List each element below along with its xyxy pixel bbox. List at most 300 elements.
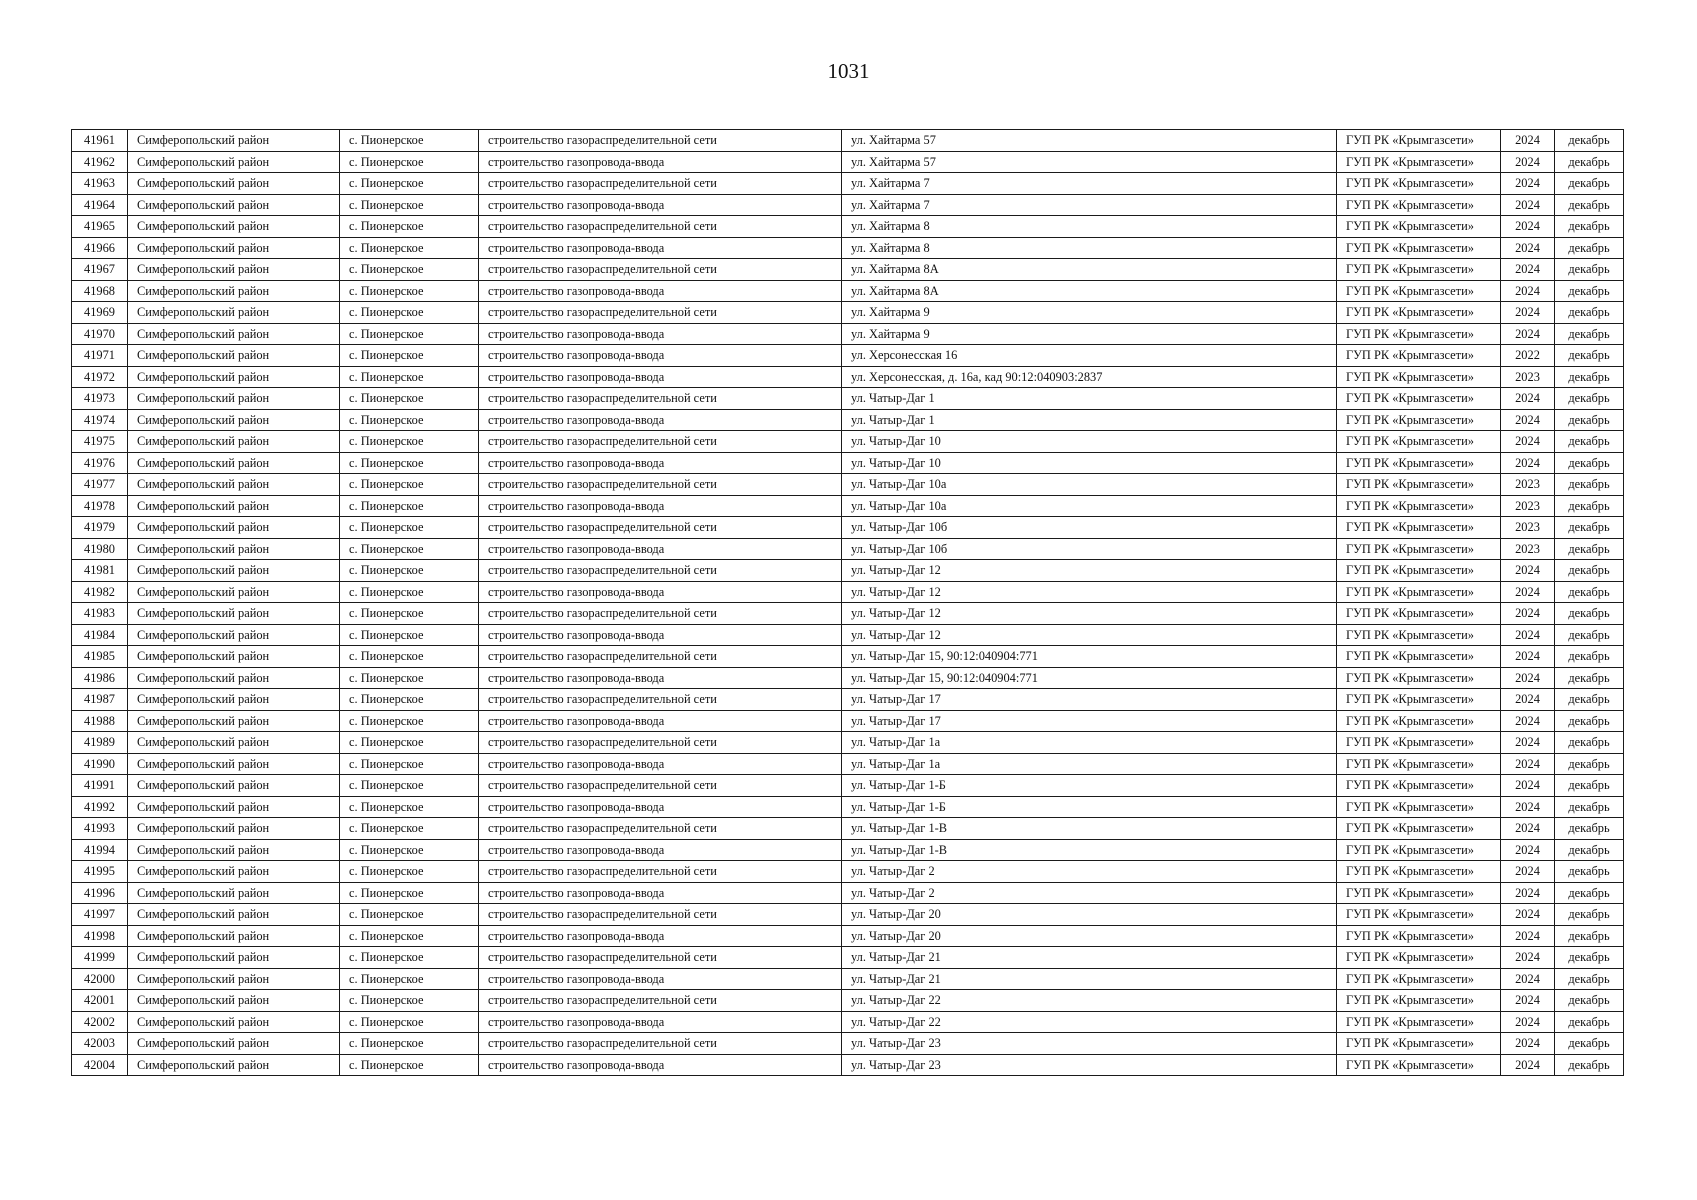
table-row	[72, 839, 1624, 861]
record-number: 41962	[72, 151, 128, 173]
table-row	[72, 732, 1624, 754]
work-type-cell: строительство газораспределительной сети	[479, 689, 842, 711]
organization-cell: ГУП РК «Крымгазсети»	[1337, 861, 1501, 883]
settlement-cell: с. Пионерское	[340, 689, 479, 711]
table-row	[72, 302, 1624, 324]
table-row	[72, 1054, 1624, 1076]
work-type-cell: строительство газораспределительной сети	[479, 259, 842, 281]
month-cell: декабрь	[1555, 603, 1624, 625]
organization-cell: ГУП РК «Крымгазсети»	[1337, 624, 1501, 646]
organization-cell: ГУП РК «Крымгазсети»	[1337, 151, 1501, 173]
record-number: 41967	[72, 259, 128, 281]
district-cell: Симферопольский район	[128, 1033, 340, 1055]
settlement-cell: с. Пионерское	[340, 861, 479, 883]
organization-cell: ГУП РК «Крымгазсети»	[1337, 839, 1501, 861]
table-row	[72, 409, 1624, 431]
settlement-cell: с. Пионерское	[340, 839, 479, 861]
month-cell: декабрь	[1555, 388, 1624, 410]
district-cell: Симферопольский район	[128, 796, 340, 818]
organization-cell: ГУП РК «Крымгазсети»	[1337, 796, 1501, 818]
record-number: 41965	[72, 216, 128, 238]
settlement-cell: с. Пионерское	[340, 646, 479, 668]
district-cell: Симферопольский район	[128, 990, 340, 1012]
table-row	[72, 603, 1624, 625]
record-number: 41990	[72, 753, 128, 775]
district-cell: Симферопольский район	[128, 904, 340, 926]
year-cell: 2024	[1501, 968, 1555, 990]
address-cell: ул. Хайтарма 8	[842, 237, 1337, 259]
year-cell: 2024	[1501, 775, 1555, 797]
table-row	[72, 775, 1624, 797]
settlement-cell: с. Пионерское	[340, 667, 479, 689]
district-cell: Симферопольский район	[128, 581, 340, 603]
work-type-cell: строительство газораспределительной сети	[479, 431, 842, 453]
year-cell: 2024	[1501, 603, 1555, 625]
organization-cell: ГУП РК «Крымгазсети»	[1337, 882, 1501, 904]
district-cell: Симферопольский район	[128, 624, 340, 646]
work-type-cell: строительство газопровода-ввода	[479, 581, 842, 603]
year-cell: 2024	[1501, 280, 1555, 302]
address-cell: ул. Хайтарма 9	[842, 323, 1337, 345]
year-cell: 2024	[1501, 259, 1555, 281]
record-number: 41998	[72, 925, 128, 947]
settlement-cell: с. Пионерское	[340, 1033, 479, 1055]
organization-cell: ГУП РК «Крымгазсети»	[1337, 968, 1501, 990]
month-cell: декабрь	[1555, 302, 1624, 324]
settlement-cell: с. Пионерское	[340, 474, 479, 496]
settlement-cell: с. Пионерское	[340, 151, 479, 173]
year-cell: 2024	[1501, 1054, 1555, 1076]
month-cell: декабрь	[1555, 323, 1624, 345]
year-cell: 2024	[1501, 151, 1555, 173]
district-cell: Симферопольский район	[128, 323, 340, 345]
work-type-cell: строительство газопровода-ввода	[479, 1054, 842, 1076]
table-row	[72, 194, 1624, 216]
organization-cell: ГУП РК «Крымгазсети»	[1337, 345, 1501, 367]
address-cell: ул. Чатыр-Даг 10б	[842, 517, 1337, 539]
month-cell: декабрь	[1555, 818, 1624, 840]
record-number: 41972	[72, 366, 128, 388]
work-type-cell: строительство газораспределительной сети	[479, 990, 842, 1012]
organization-cell: ГУП РК «Крымгазсети»	[1337, 237, 1501, 259]
year-cell: 2024	[1501, 753, 1555, 775]
address-cell: ул. Чатыр-Даг 20	[842, 925, 1337, 947]
settlement-cell: с. Пионерское	[340, 194, 479, 216]
organization-cell: ГУП РК «Крымгазсети»	[1337, 130, 1501, 152]
month-cell: декабрь	[1555, 667, 1624, 689]
table-row	[72, 861, 1624, 883]
year-cell: 2024	[1501, 818, 1555, 840]
address-cell: ул. Хайтарма 9	[842, 302, 1337, 324]
year-cell: 2024	[1501, 710, 1555, 732]
table-row	[72, 1033, 1624, 1055]
month-cell: декабрь	[1555, 173, 1624, 195]
district-cell: Симферопольский район	[128, 237, 340, 259]
year-cell: 2024	[1501, 925, 1555, 947]
record-number: 41968	[72, 280, 128, 302]
organization-cell: ГУП РК «Крымгазсети»	[1337, 259, 1501, 281]
work-type-cell: строительство газораспределительной сети	[479, 302, 842, 324]
year-cell: 2024	[1501, 581, 1555, 603]
settlement-cell: с. Пионерское	[340, 560, 479, 582]
organization-cell: ГУП РК «Крымгазсети»	[1337, 323, 1501, 345]
district-cell: Симферопольский район	[128, 194, 340, 216]
district-cell: Симферопольский район	[128, 839, 340, 861]
settlement-cell: с. Пионерское	[340, 753, 479, 775]
organization-cell: ГУП РК «Крымгазсети»	[1337, 925, 1501, 947]
year-cell: 2024	[1501, 1033, 1555, 1055]
month-cell: декабрь	[1555, 517, 1624, 539]
work-type-cell: строительство газораспределительной сети	[479, 474, 842, 496]
record-number: 41971	[72, 345, 128, 367]
table-row	[72, 818, 1624, 840]
address-cell: ул. Чатыр-Даг 15, 90:12:040904:771	[842, 646, 1337, 668]
district-cell: Симферопольский район	[128, 603, 340, 625]
table-row	[72, 882, 1624, 904]
month-cell: декабрь	[1555, 753, 1624, 775]
organization-cell: ГУП РК «Крымгазсети»	[1337, 753, 1501, 775]
year-cell: 2024	[1501, 1011, 1555, 1033]
month-cell: декабрь	[1555, 732, 1624, 754]
work-type-cell: строительство газопровода-ввода	[479, 452, 842, 474]
district-cell: Симферопольский район	[128, 1054, 340, 1076]
district-cell: Симферопольский район	[128, 818, 340, 840]
table-row	[72, 517, 1624, 539]
year-cell: 2023	[1501, 538, 1555, 560]
settlement-cell: с. Пионерское	[340, 1054, 479, 1076]
year-cell: 2024	[1501, 452, 1555, 474]
record-number: 41989	[72, 732, 128, 754]
table-row	[72, 345, 1624, 367]
district-cell: Симферопольский район	[128, 280, 340, 302]
address-cell: ул. Хайтарма 8А	[842, 259, 1337, 281]
year-cell: 2024	[1501, 237, 1555, 259]
work-type-cell: строительство газораспределительной сети	[479, 517, 842, 539]
organization-cell: ГУП РК «Крымгазсети»	[1337, 452, 1501, 474]
record-number: 41993	[72, 818, 128, 840]
settlement-cell: с. Пионерское	[340, 925, 479, 947]
organization-cell: ГУП РК «Крымгазсети»	[1337, 409, 1501, 431]
table-row	[72, 990, 1624, 1012]
year-cell: 2024	[1501, 667, 1555, 689]
year-cell: 2024	[1501, 904, 1555, 926]
work-type-cell: строительство газораспределительной сети	[479, 775, 842, 797]
record-number: 42000	[72, 968, 128, 990]
record-number: 41995	[72, 861, 128, 883]
month-cell: декабрь	[1555, 904, 1624, 926]
address-cell: ул. Чатыр-Даг 1а	[842, 753, 1337, 775]
organization-cell: ГУП РК «Крымгазсети»	[1337, 388, 1501, 410]
work-type-cell: строительство газораспределительной сети	[479, 388, 842, 410]
registry-body	[72, 130, 1624, 1076]
organization-cell: ГУП РК «Крымгазсети»	[1337, 818, 1501, 840]
work-type-cell: строительство газопровода-ввода	[479, 237, 842, 259]
record-number: 41973	[72, 388, 128, 410]
address-cell: ул. Хайтарма 57	[842, 130, 1337, 152]
address-cell: ул. Чатыр-Даг 10	[842, 431, 1337, 453]
month-cell: декабрь	[1555, 560, 1624, 582]
district-cell: Симферопольский район	[128, 732, 340, 754]
year-cell: 2023	[1501, 474, 1555, 496]
month-cell: декабрь	[1555, 925, 1624, 947]
record-number: 41992	[72, 796, 128, 818]
year-cell: 2024	[1501, 796, 1555, 818]
record-number: 41999	[72, 947, 128, 969]
work-type-cell: строительство газопровода-ввода	[479, 194, 842, 216]
address-cell: ул. Чатыр-Даг 1-В	[842, 818, 1337, 840]
settlement-cell: с. Пионерское	[340, 323, 479, 345]
district-cell: Симферопольский район	[128, 753, 340, 775]
settlement-cell: с. Пионерское	[340, 624, 479, 646]
district-cell: Симферопольский район	[128, 345, 340, 367]
table-row	[72, 753, 1624, 775]
work-type-cell: строительство газораспределительной сети	[479, 947, 842, 969]
record-number: 42004	[72, 1054, 128, 1076]
settlement-cell: с. Пионерское	[340, 581, 479, 603]
organization-cell: ГУП РК «Крымгазсети»	[1337, 904, 1501, 926]
work-type-cell: строительство газопровода-ввода	[479, 323, 842, 345]
record-number: 41964	[72, 194, 128, 216]
month-cell: декабрь	[1555, 1054, 1624, 1076]
settlement-cell: с. Пионерское	[340, 237, 479, 259]
table-row	[72, 947, 1624, 969]
organization-cell: ГУП РК «Крымгазсети»	[1337, 474, 1501, 496]
record-number: 41974	[72, 409, 128, 431]
organization-cell: ГУП РК «Крымгазсети»	[1337, 431, 1501, 453]
district-cell: Симферопольский район	[128, 474, 340, 496]
record-number: 41984	[72, 624, 128, 646]
address-cell: ул. Чатыр-Даг 10а	[842, 495, 1337, 517]
settlement-cell: с. Пионерское	[340, 431, 479, 453]
work-type-cell: строительство газопровода-ввода	[479, 753, 842, 775]
record-number: 41994	[72, 839, 128, 861]
year-cell: 2022	[1501, 345, 1555, 367]
address-cell: ул. Чатыр-Даг 2	[842, 861, 1337, 883]
district-cell: Симферопольский район	[128, 366, 340, 388]
table-row	[72, 689, 1624, 711]
address-cell: ул. Чатыр-Даг 12	[842, 581, 1337, 603]
year-cell: 2023	[1501, 495, 1555, 517]
work-type-cell: строительство газораспределительной сети	[479, 173, 842, 195]
record-number: 42001	[72, 990, 128, 1012]
organization-cell: ГУП РК «Крымгазсети»	[1337, 667, 1501, 689]
address-cell: ул. Херсонесская 16	[842, 345, 1337, 367]
work-type-cell: строительство газопровода-ввода	[479, 839, 842, 861]
year-cell: 2024	[1501, 947, 1555, 969]
organization-cell: ГУП РК «Крымгазсети»	[1337, 646, 1501, 668]
district-cell: Симферопольский район	[128, 130, 340, 152]
page-number: 1031	[827, 59, 870, 83]
district-cell: Симферопольский район	[128, 302, 340, 324]
district-cell: Симферопольский район	[128, 560, 340, 582]
settlement-cell: с. Пионерское	[340, 173, 479, 195]
record-number: 41997	[72, 904, 128, 926]
address-cell: ул. Чатыр-Даг 22	[842, 1011, 1337, 1033]
table-row	[72, 216, 1624, 238]
settlement-cell: с. Пионерское	[340, 280, 479, 302]
settlement-cell: с. Пионерское	[340, 538, 479, 560]
year-cell: 2024	[1501, 624, 1555, 646]
work-type-cell: строительство газопровода-ввода	[479, 345, 842, 367]
address-cell: ул. Чатыр-Даг 1	[842, 409, 1337, 431]
organization-cell: ГУП РК «Крымгазсети»	[1337, 732, 1501, 754]
record-number: 41978	[72, 495, 128, 517]
settlement-cell: с. Пионерское	[340, 710, 479, 732]
table-row	[72, 710, 1624, 732]
year-cell: 2024	[1501, 990, 1555, 1012]
work-type-cell: строительство газораспределительной сети	[479, 560, 842, 582]
record-number: 41970	[72, 323, 128, 345]
table-row	[72, 624, 1624, 646]
work-type-cell: строительство газопровода-ввода	[479, 151, 842, 173]
year-cell: 2024	[1501, 194, 1555, 216]
address-cell: ул. Чатыр-Даг 12	[842, 624, 1337, 646]
year-cell: 2024	[1501, 323, 1555, 345]
year-cell: 2024	[1501, 646, 1555, 668]
district-cell: Симферопольский район	[128, 1011, 340, 1033]
work-type-cell: строительство газопровода-ввода	[479, 280, 842, 302]
settlement-cell: с. Пионерское	[340, 517, 479, 539]
address-cell: ул. Хайтарма 7	[842, 173, 1337, 195]
table-row	[72, 796, 1624, 818]
table-row	[72, 452, 1624, 474]
settlement-cell: с. Пионерское	[340, 259, 479, 281]
month-cell: декабрь	[1555, 947, 1624, 969]
organization-cell: ГУП РК «Крымгазсети»	[1337, 1011, 1501, 1033]
address-cell: ул. Чатыр-Даг 23	[842, 1054, 1337, 1076]
district-cell: Симферопольский район	[128, 452, 340, 474]
district-cell: Симферопольский район	[128, 947, 340, 969]
table-row	[72, 173, 1624, 195]
address-cell: ул. Чатыр-Даг 1-В	[842, 839, 1337, 861]
settlement-cell: с. Пионерское	[340, 452, 479, 474]
record-number: 41966	[72, 237, 128, 259]
work-type-cell: строительство газораспределительной сети	[479, 861, 842, 883]
month-cell: декабрь	[1555, 345, 1624, 367]
year-cell: 2024	[1501, 216, 1555, 238]
address-cell: ул. Хайтарма 7	[842, 194, 1337, 216]
organization-cell: ГУП РК «Крымгазсети»	[1337, 194, 1501, 216]
settlement-cell: с. Пионерское	[340, 495, 479, 517]
table-row	[72, 581, 1624, 603]
record-number: 41980	[72, 538, 128, 560]
record-number: 41996	[72, 882, 128, 904]
record-number: 42003	[72, 1033, 128, 1055]
district-cell: Симферопольский район	[128, 925, 340, 947]
month-cell: декабрь	[1555, 474, 1624, 496]
settlement-cell: с. Пионерское	[340, 603, 479, 625]
settlement-cell: с. Пионерское	[340, 882, 479, 904]
district-cell: Симферопольский район	[128, 495, 340, 517]
table-row	[72, 560, 1624, 582]
organization-cell: ГУП РК «Крымгазсети»	[1337, 216, 1501, 238]
month-cell: декабрь	[1555, 882, 1624, 904]
work-type-cell: строительство газопровода-ввода	[479, 495, 842, 517]
table-row	[72, 474, 1624, 496]
district-cell: Симферопольский район	[128, 710, 340, 732]
work-type-cell: строительство газопровода-ввода	[479, 882, 842, 904]
address-cell: ул. Чатыр-Даг 12	[842, 560, 1337, 582]
work-type-cell: строительство газораспределительной сети	[479, 603, 842, 625]
table-row	[72, 388, 1624, 410]
year-cell: 2024	[1501, 560, 1555, 582]
address-cell: ул. Чатыр-Даг 10б	[842, 538, 1337, 560]
month-cell: декабрь	[1555, 194, 1624, 216]
month-cell: декабрь	[1555, 366, 1624, 388]
month-cell: декабрь	[1555, 280, 1624, 302]
work-type-cell: строительство газопровода-ввода	[479, 667, 842, 689]
month-cell: декабрь	[1555, 646, 1624, 668]
district-cell: Симферопольский район	[128, 409, 340, 431]
year-cell: 2024	[1501, 388, 1555, 410]
year-cell: 2023	[1501, 517, 1555, 539]
record-number: 41986	[72, 667, 128, 689]
record-number: 41975	[72, 431, 128, 453]
district-cell: Симферопольский район	[128, 667, 340, 689]
year-cell: 2024	[1501, 732, 1555, 754]
district-cell: Симферопольский район	[128, 216, 340, 238]
settlement-cell: с. Пионерское	[340, 990, 479, 1012]
work-type-cell: строительство газопровода-ввода	[479, 366, 842, 388]
settlement-cell: с. Пионерское	[340, 947, 479, 969]
district-cell: Симферопольский район	[128, 775, 340, 797]
record-number: 41982	[72, 581, 128, 603]
settlement-cell: с. Пионерское	[340, 388, 479, 410]
month-cell: декабрь	[1555, 216, 1624, 238]
month-cell: декабрь	[1555, 839, 1624, 861]
district-cell: Симферопольский район	[128, 517, 340, 539]
settlement-cell: с. Пионерское	[340, 216, 479, 238]
settlement-cell: с. Пионерское	[340, 130, 479, 152]
work-type-cell: строительство газопровода-ввода	[479, 968, 842, 990]
month-cell: декабрь	[1555, 689, 1624, 711]
address-cell: ул. Чатыр-Даг 1-Б	[842, 796, 1337, 818]
month-cell: декабрь	[1555, 538, 1624, 560]
year-cell: 2024	[1501, 302, 1555, 324]
record-number: 41985	[72, 646, 128, 668]
work-type-cell: строительство газораспределительной сети	[479, 130, 842, 152]
month-cell: декабрь	[1555, 861, 1624, 883]
work-type-cell: строительство газопровода-ввода	[479, 1011, 842, 1033]
organization-cell: ГУП РК «Крымгазсети»	[1337, 603, 1501, 625]
month-cell: декабрь	[1555, 968, 1624, 990]
settlement-cell: с. Пионерское	[340, 732, 479, 754]
table-row	[72, 130, 1624, 152]
district-cell: Симферопольский район	[128, 689, 340, 711]
month-cell: декабрь	[1555, 1033, 1624, 1055]
district-cell: Симферопольский район	[128, 882, 340, 904]
year-cell: 2024	[1501, 861, 1555, 883]
work-type-cell: строительство газораспределительной сети	[479, 216, 842, 238]
month-cell: декабрь	[1555, 1011, 1624, 1033]
district-cell: Симферопольский район	[128, 173, 340, 195]
organization-cell: ГУП РК «Крымгазсети»	[1337, 517, 1501, 539]
month-cell: декабрь	[1555, 796, 1624, 818]
district-cell: Симферопольский район	[128, 968, 340, 990]
table-row	[72, 538, 1624, 560]
table-row	[72, 259, 1624, 281]
organization-cell: ГУП РК «Крымгазсети»	[1337, 495, 1501, 517]
address-cell: ул. Хайтарма 8	[842, 216, 1337, 238]
month-cell: декабрь	[1555, 431, 1624, 453]
record-number: 41981	[72, 560, 128, 582]
organization-cell: ГУП РК «Крымгазсети»	[1337, 689, 1501, 711]
organization-cell: ГУП РК «Крымгазсети»	[1337, 302, 1501, 324]
work-type-cell: строительство газопровода-ввода	[479, 538, 842, 560]
table-row	[72, 280, 1624, 302]
address-cell: ул. Чатыр-Даг 2	[842, 882, 1337, 904]
work-type-cell: строительство газораспределительной сети	[479, 818, 842, 840]
